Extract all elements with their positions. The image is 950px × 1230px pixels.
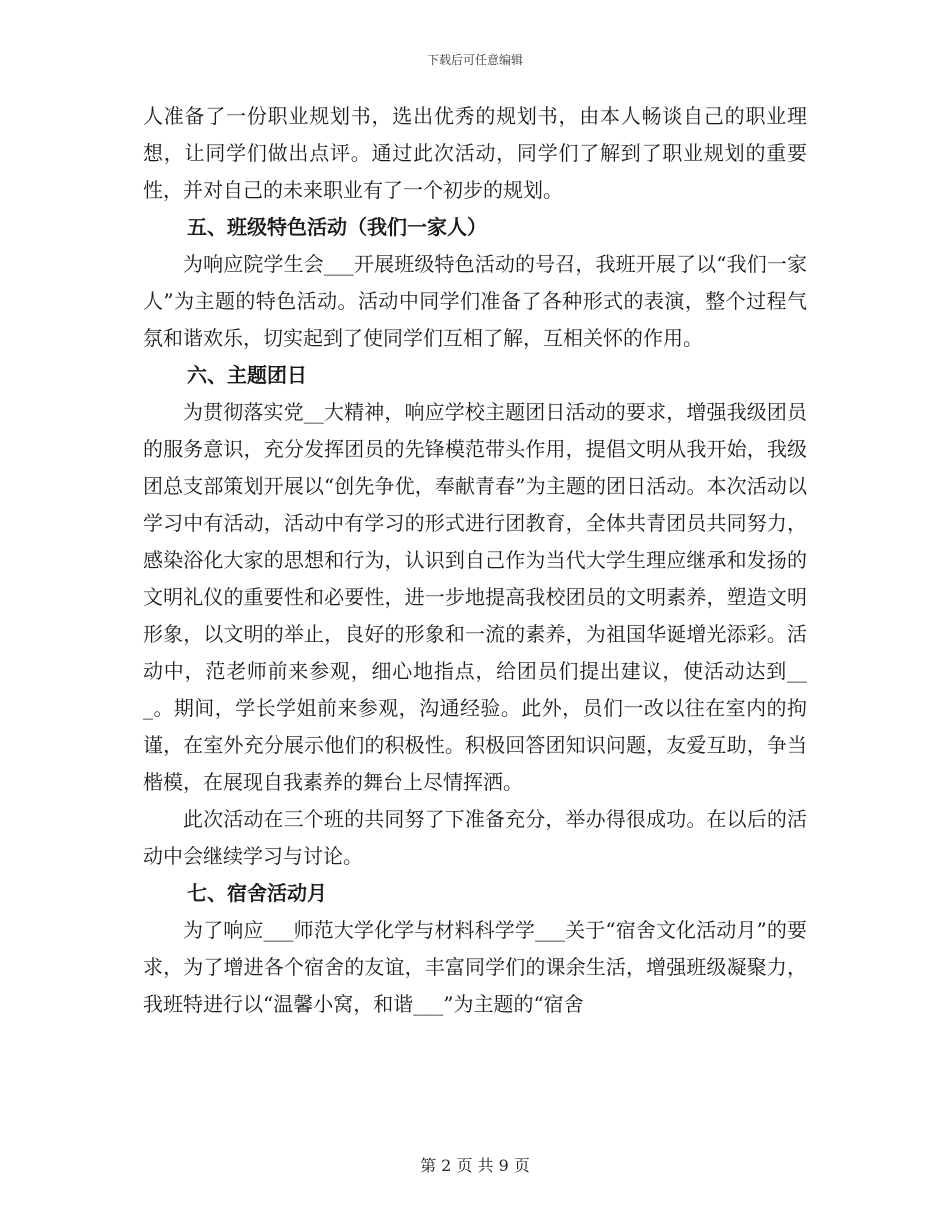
section-heading-league-day: 六、主题团日 bbox=[187, 363, 307, 387]
paragraph-league-day: 为贯彻落实党__大精神，响应学校主题团日活动的要求，增强我级团员的服务意识，充分发挥团员的先锋模范带头作用，提倡文明从我开始，我级团总支部策划开展以“创先争优，奉献青春”为主题的团日活动。本次活动以学习中有活动，活动中有学习的形式进行团教育，全体共青团员共同努力，感染浴化大家的思想和行为，认识到自己作为当代大学生理应继承和发扬的文明礼仪的重要性和必要性，进一步地提高我校团员的文明素养，塑造文明形象，以文明的举止，良好的形象和一流的素养，为祖国华诞增光添彩。活动中，范老师前来参观，细心地指点，给团员们提出建议，使活动达到___。期间，学长学姐前来参观，沟通经验。此外，员们一改以往在室内的拘谨，在室外充分展示他们的积极性。积极回答团知识问题，友爱互助，争当楷模，在展现自我素养的舞台上尽情挥洒。 bbox=[143, 400, 807, 794]
document-body bbox=[143, 98, 807, 1023]
page-number-footer: 第 2 页 共 9 页 bbox=[420, 1156, 530, 1175]
paragraph-class-activity: 为响应院学生会___开展班级特色活动的号召，我班开展了以“我们一家人”为主题的特色活动。活动中同学们准备了各种形式的表演，整个过程气氛和谐欢乐，切实起到了使同学们互相了解，互相关怀的作用。 bbox=[143, 252, 807, 350]
paragraph-dorm-month: 为了响应___师范大学化学与材料科学学___关于“宿舍文化活动月”的要求，为了增进各个宿舍的友谊，丰富同学们的课余生活，增强班级凝聚力，我班特进行以“温馨小窝，和谐___”为主题的“宿舍 bbox=[143, 918, 807, 1016]
section-heading-dorm-month: 七、宿舍活动月 bbox=[187, 881, 327, 905]
section-heading-class-activity: 五、班级特色活动（我们一家人） bbox=[187, 215, 487, 239]
paragraph-career-planning: 人准备了一份职业规划书，选出优秀的规划书，由本人畅谈自己的职业理想，让同学们做出点评。通过此次活动，同学们了解到了职业规划的重要性，并对自己的未来职业有了一个初步的规划。 bbox=[143, 104, 807, 202]
page-header-note: 下载后可任意编辑 bbox=[426, 53, 523, 67]
paragraph-league-day-summary: 此次活动在三个班的共同努了下准备充分，举办得很成功。在以后的活动中会继续学习与讨论。 bbox=[143, 807, 807, 868]
